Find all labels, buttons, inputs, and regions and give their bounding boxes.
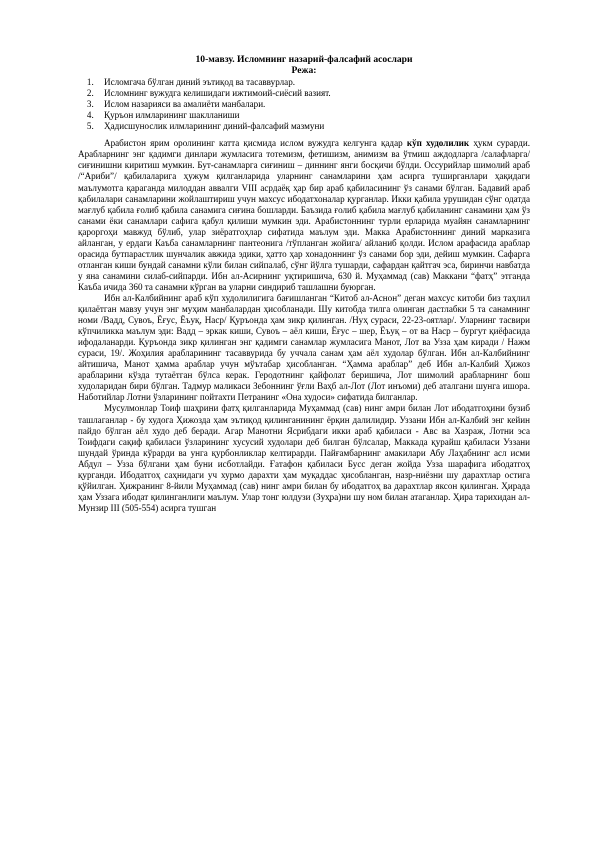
- paragraph-1: [78, 138, 530, 293]
- plan-item-4: 4. Қуръон илмларининг шаклланиши: [96, 110, 530, 121]
- paragraph-2: Ибн ал-Калбийнинг араб кўп худолилигига бағишланган “Китоб ал-Аснон” деган махсус китоби биз таҳлил қилаётган мавзу учун энг муҳим манбалардан ҳисобланади. Шу китобда тилга олинган дастлабки 5 та санамнинг номи /Вадд, Сувоъ, Ёғус, Ёъуқ, Наср/ Қуръонда ҳам зикр қилинган. /Нуҳ сураси, 22-23-оятлар/. Уларнинг тасвири кўпчиликка маълум эди: Вадд – эркак киши, Сувоъ – аёл киши, Ёғус – шер, Ёъуқ – от ва Наср – бургут қиёфасида ифодаланарди. Қуръонда зикр қилинган энг қадимги санамлар жумласига Манот, Лот ва Узза ҳам киради / Нажм сураси, 19/. Жоҳилия арабларининг тасаввурида бу уччала санам ҳам аёл худолар бўлган. Ибн ал-Калбийнинг айтишича, Манот ҳамма араблар учун мўътабар ҳисобланган. “Ҳамма араблар” деб Ибн ал-Калбий Ҳижоз арабларини кўзда тутаётган бўлса керак. Геродотнинг қайфолат беришича, Лот шимолий арабларнинг бош худоларидан бири бўлган. Тадмур маликаси Зебоннинг ўғли Ваҳб ал-Лот (Лот инъоми) деб аталгани шунга ишора. Наботийлар Лотни ўзларининг пойтахти Петранинг «Она худоси» сифатида билганлар.: [78, 292, 530, 403]
- paragraph-1-intro: Арабистон ярим оролининг катта қисмида ислом вужудга келгунга қадар: [104, 138, 407, 149]
- document-title: 10-мавзу. Исломнинг назарий-фалсафий асослари: [195, 54, 413, 65]
- plan-item-5: 5. Ҳадисшунослик илмларининг диний-фалсафий мазмуни: [96, 121, 530, 132]
- document-page: [78, 54, 530, 514]
- plan-item-3: 3. Ислом назарияси ва амалиёти манбалари.: [96, 99, 530, 110]
- plan-list: [78, 77, 530, 132]
- plan-item-1: 1. Исломгача бўлган диний эътиқод ва тасаввурлар.: [96, 77, 530, 88]
- paragraph-3: Мусулмонлар Тоиф шаҳрини фатҳ қилганларида Муҳаммад (сав) нинг амри билан Лот ибодатгоҳини бузиб ташлаганлар - бу худога Ҳижозда ҳам эътиқод қилинганининг ёрқин далилидир. Уззани Ибн ал-Калбий энг кейин пайдо бўлган аёл худо деб беради. Агар Манотни Ясрибдаги икки араб қабиласи - Авс ва Хазраж, Лотни эса Тоифдаги сақиф қабиласи ўзларининг хусусий худолари деб билган бўлсалар, Маккада қурайш қабиласи Уззани шундай ўринда кўрарди ва унга қурбонликлар келтирарди. Пайғамбарнинг амакилари Абу Лаҳабнинг асл исми Абдул – Узза бўлгани ҳам буни исботлайди. Ғатафон қабиласи Бусс деган жойда Узза шарафига ибодатгоҳ қурганди. Ибодатгоҳ саҳнидаги уч хурмо дарахти ҳам муқаддас ҳисобланган, назр-ниёзни шу дарахтлар остига қўйилган. Ҳижранинг 8-йили Муҳаммад (сав) нинг амри билан бу ибодатгоҳ ва дарахтлар яксон қилинган. Ҳирада ҳам Уззага ибодат қилинганлиги маълум. Улар тонг юлдузи (Зуҳра)ни шу ном билан атаганлар. Ҳира тарихидан ал-Мунзир III (505-554) асирга тушган: [78, 403, 530, 513]
- paragraph-1-bold-term: кўп худолилик: [406, 138, 470, 149]
- plan-label: Режа:: [291, 65, 317, 77]
- paragraph-1-body: ҳукм сурарди. Арабларнинг энг қадимги динлари жумласига тотемизм, фетишизм, анимизм ва ўтмиш аждодларга /салафларга/ сиғинишни киритиш мумкин. Бут-санамларга сиғиниш – диннинг янги босқичи бўлди. Оссурийлар шимолий араб /“Ариби”/ қабилаларига ҳужум қилганларида уларнинг санамларини ҳам асирга туширганлари ҳақидаги маълумотга қараганда милоддан аввалги VIII асрдаёқ ҳар бир араб қабиласининг ўз санами бўлган. Бадавий араб қабилалари санамларини жойлаштириш учун махсус ибодатхоналар қурганлар. Икки қабила урушидан сўнг одатда мағлуб қабила ғолиб қабила санамига сиғина бошларди. Баъзида ғолиб қабила мағлуб қабиланинг санамини ҳам ўз санами ёки санамлари сафига қабул қилиши мумкин эди. Арабистоннинг турли ерларида муайян санамларнинг қароргоҳи мавжуд бўлиб, улар зиёратгоҳлар сифатида маълум эди. Макка Арабистоннинг диний марказига айланган, у ердаги Каъба санамларнинг пантеонига /тўпланган жойига/ айланиб қолди. Ислом арафасида араблар орасида бутпарастлик шунчалик авжида эдики, ҳатто ҳар хонадоннинг ўз санами бор эди, дейиш мумкин. Сафарга отланган киши бундай санамни кўли билан сийпалаб, сўнг йўлга тушарди, сафардан қайтгач эса, биринчи навбатда у яна санамини силаб-сийпарди. Ибн ал-Асирнинг уқтиришича, 630 й. Муҳаммад (сав) Маккани “фатҳ” этганда Каъба ичида 360 та санамни кўрган ва уларни синдириб ташлашни буюрган.: [78, 138, 530, 292]
- plan-item-2: 2. Исломнинг вужудга келишидаги ижтимоий-сиёсий вазият.: [96, 88, 530, 99]
